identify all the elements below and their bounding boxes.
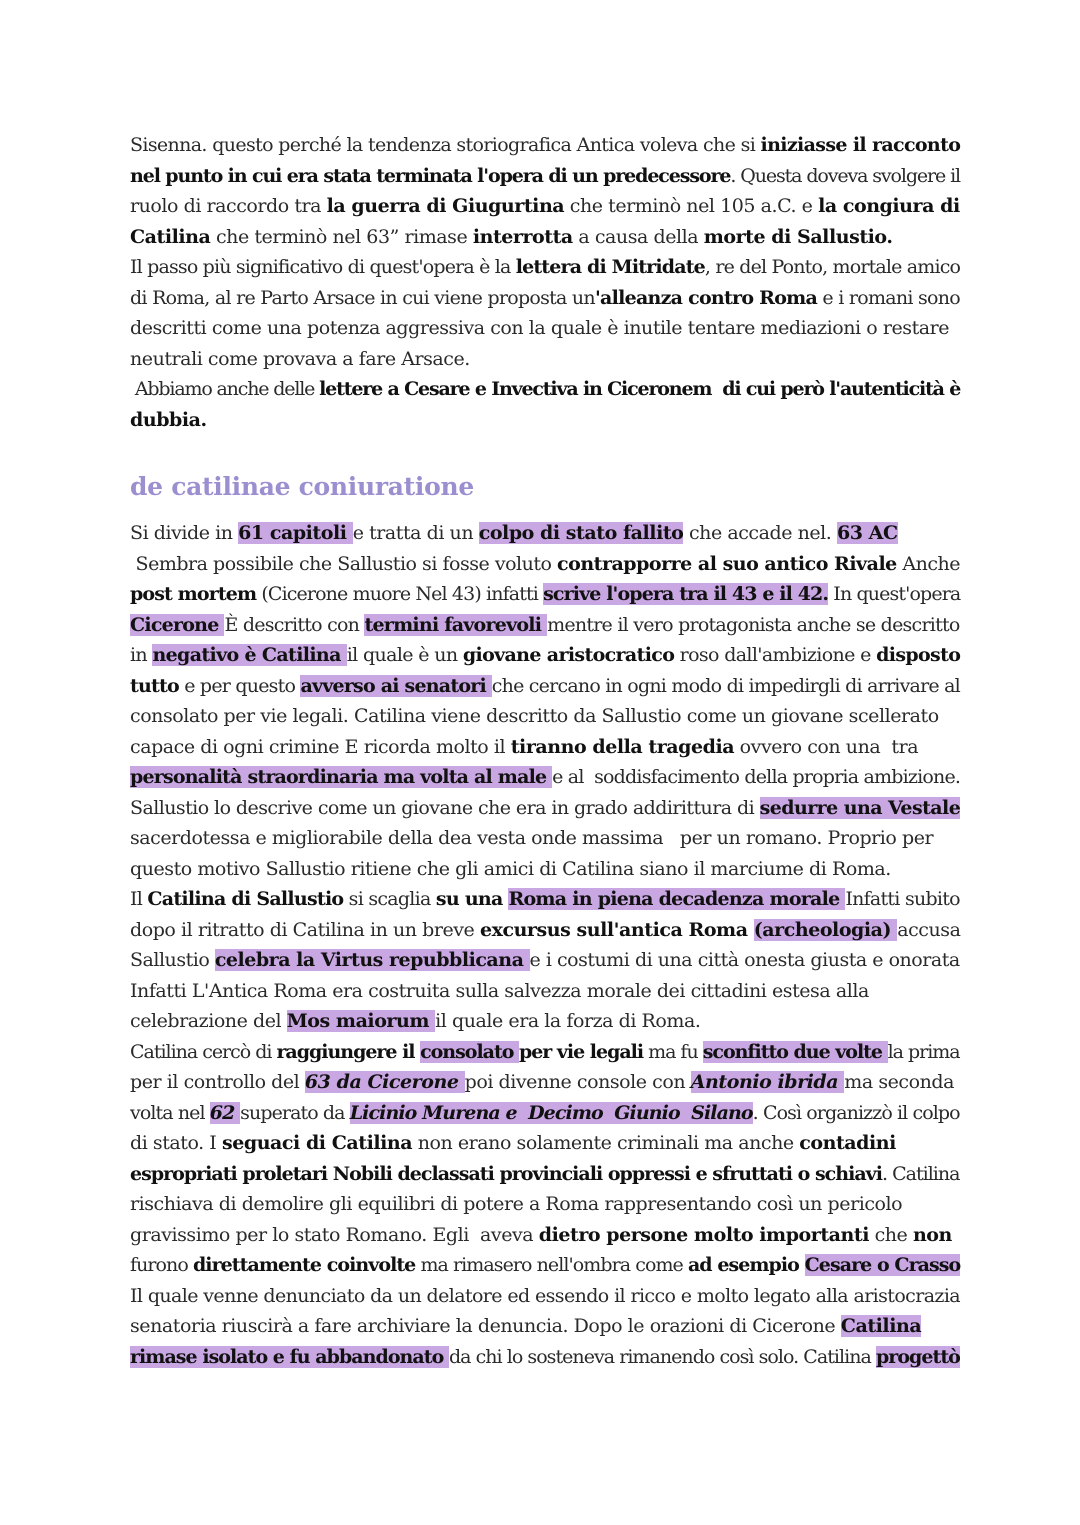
plain-text: accusa — [897, 918, 961, 941]
bold-text: ad esempio — [687, 1254, 805, 1276]
bold-text: la congiura di — [818, 195, 960, 217]
text-line — [130, 1067, 960, 1098]
text-line — [130, 671, 960, 702]
bold-text: iniziasse il racconto — [760, 134, 961, 156]
bold-text: 'alleanza contro Roma — [594, 286, 818, 309]
plain-text: che — [868, 1223, 913, 1246]
plain-text: Il — [130, 888, 148, 910]
text-line — [130, 1342, 960, 1373]
plain-text: Infatti subito — [845, 888, 960, 910]
text-line — [130, 1281, 960, 1312]
text-line — [130, 374, 960, 405]
plain-text: neutrali come provava a fare Arsace. — [130, 347, 470, 370]
text-line — [130, 579, 960, 610]
bold-text: contrapporre al suo antico Rivale — [557, 552, 897, 575]
plain-text: che terminò nel 63” rimase — [210, 225, 473, 248]
bold-text: nel punto in cui era stata terminata l'opera di un predecessore — [130, 164, 731, 187]
text-line — [130, 252, 960, 283]
plain-text: Si divide in — [130, 522, 239, 544]
plain-text: si scaglia — [343, 888, 436, 910]
plain-text: di stato. I — [130, 1132, 222, 1154]
text-line — [130, 823, 960, 854]
plain-text: Sallustio — [130, 949, 215, 971]
plain-text: la prima — [887, 1040, 960, 1063]
text-line — [130, 610, 960, 641]
plain-text: che terminò nel 105 a.C. e — [564, 195, 819, 217]
bold-text: espropriati proletari Nobili declassati provinciali oppressi e sfruttati o schiavi — [130, 1162, 882, 1185]
plain-text: e tratta di un — [352, 522, 479, 544]
text-line — [130, 549, 960, 580]
text-line — [130, 976, 960, 1007]
highlighted-italic-text: Licinio Murena e Decimo Giunio Silano — [349, 1101, 753, 1124]
bold-text: lettera di Mitridate — [515, 256, 705, 278]
highlighted-text: negativo è Catilina — [152, 644, 347, 666]
text-line — [130, 701, 960, 732]
plain-text: Anche — [896, 552, 960, 575]
plain-text: Il quale venne denunciato da un delatore ed essendo il ricco e molto legato alla aristocrazia — [130, 1284, 961, 1307]
highlighted-text: colpo di stato fallito — [478, 522, 684, 544]
plain-text: . Catilina — [881, 1162, 960, 1185]
bold-text: tutto — [130, 674, 179, 697]
text-line — [130, 640, 960, 671]
text-line — [130, 762, 960, 793]
bold-text: morte di Sallustio. — [703, 225, 893, 248]
text-line — [130, 854, 960, 885]
text-line — [130, 1311, 960, 1342]
highlighted-text: Cesare o Crasso — [804, 1254, 961, 1276]
section-body — [130, 518, 960, 1372]
highlighted-text: termini favorevoli — [364, 613, 548, 636]
plain-text: (Cicerone muore Nel 43) infatti — [256, 583, 544, 605]
text-line — [130, 915, 960, 946]
text-line — [130, 1037, 960, 1068]
highlighted-text: Cicerone — [130, 613, 225, 636]
text-line — [130, 313, 960, 344]
highlighted-text: Roma in piena decadenza morale — [508, 888, 846, 910]
plain-text: che accade nel. — [683, 522, 837, 544]
plain-text: roso dall'ambizione e — [674, 644, 877, 666]
plain-text: senatoria riuscirà a fare archiviare la denuncia. Dopo le orazioni di Cicerone — [130, 1315, 841, 1337]
bold-text: seguaci di Catilina — [221, 1132, 413, 1154]
plain-text: consolato per vie legali. Catilina viene descritto da Sallustio come un giovane scellerato — [130, 705, 939, 727]
plain-text: superato da — [240, 1101, 350, 1124]
text-line — [130, 130, 960, 161]
plain-text: rischiava di demolire gli equilibri di potere a Roma rappresentando così un pericolo — [130, 1193, 903, 1215]
plain-text: di Roma, al re Parto Arsace in cui viene proposta un — [130, 286, 595, 309]
highlighted-text: 63 AC — [836, 522, 898, 544]
text-line — [130, 405, 960, 436]
highlighted-italic-text: 63 da Cicerone — [304, 1071, 465, 1093]
highlighted-text: Mos maiorum — [286, 1010, 436, 1032]
plain-text: furono — [130, 1254, 193, 1276]
plain-text: volta nel — [130, 1101, 210, 1124]
bold-text: contadini — [799, 1132, 896, 1154]
text-line — [130, 1159, 960, 1190]
bold-text: Catilina di Sallustio — [147, 888, 344, 910]
text-line — [130, 222, 960, 253]
intro-paragraph — [130, 130, 960, 435]
plain-text: questo motivo Sallustio ritiene che gli amici di Catilina siano il marciume di Roma. — [130, 857, 891, 880]
bold-text: disposto — [876, 644, 961, 666]
highlighted-text: consolato — [420, 1040, 519, 1063]
highlighted-text: sedurre una Vestale — [759, 796, 961, 819]
plain-text: il quale era la forza di Roma. — [435, 1010, 701, 1032]
plain-text: e per questo — [178, 674, 301, 697]
text-line — [130, 283, 960, 314]
plain-text: e i costumi di una città onesta giusta e onorata — [529, 949, 960, 971]
bold-text: per vie legali — [518, 1040, 644, 1063]
plain-text: dopo il ritratto di Catilina in un breve — [130, 918, 480, 941]
bold-text: giovane aristocratico — [462, 644, 675, 666]
plain-text: Catilina cercò di — [130, 1040, 277, 1063]
plain-text: e i romani sono — [817, 286, 960, 309]
bold-text: excursus sull'antica Roma — [479, 918, 754, 941]
highlighted-text: (archeologia) — [753, 918, 898, 941]
bold-text: dietro persone molto importanti — [538, 1223, 869, 1246]
text-line — [130, 884, 960, 915]
plain-text: mentre il vero protagonista anche se descritto — [547, 613, 960, 636]
highlighted-text: celebra la Virtus repubblicana — [214, 949, 530, 971]
highlighted-italic-text: 62 — [209, 1101, 241, 1124]
text-line — [130, 1128, 960, 1159]
plain-text: ma seconda — [844, 1071, 954, 1093]
bold-text: interrotta — [472, 225, 573, 248]
highlighted-text: progettò — [875, 1345, 960, 1368]
bold-text: non — [912, 1223, 952, 1246]
text-line — [130, 1220, 960, 1251]
plain-text: per il controllo del — [130, 1071, 305, 1093]
bold-text: direttamente coinvolte — [192, 1254, 416, 1276]
plain-text: e al soddisfacimento della propria ambizione. — [552, 766, 961, 788]
plain-text: celebrazione del — [130, 1010, 287, 1032]
bold-text: post mortem — [130, 583, 257, 605]
text-line — [130, 1006, 960, 1037]
plain-text: ruolo di raccordo tra — [130, 195, 327, 217]
plain-text: Sisenna. questo perché la tendenza storiografica Antica voleva che si — [130, 134, 761, 156]
bold-text: la guerra di Giugurtina — [326, 195, 565, 217]
bold-text: Catilina — [130, 225, 211, 248]
plain-text: ma fu — [643, 1040, 703, 1063]
plain-text: a causa della — [572, 225, 704, 248]
text-line — [130, 1189, 960, 1220]
text-line — [130, 191, 960, 222]
plain-text: Abbiamo anche delle — [130, 378, 320, 400]
plain-text: poi divenne console con — [464, 1071, 691, 1093]
highlighted-text: personalità straordinaria ma volta al male — [130, 766, 553, 788]
plain-text: ovvero con una tra — [734, 735, 919, 758]
plain-text: gravissimo per lo stato Romano. Egli aveva — [130, 1223, 539, 1246]
highlighted-text: Catilina — [840, 1315, 922, 1337]
text-line — [130, 344, 960, 375]
text-line — [130, 1250, 960, 1281]
text-line — [130, 1098, 960, 1129]
text-line — [130, 518, 960, 549]
plain-text: Sallustio lo descrive come un giovane che era in grado addirittura di — [130, 796, 760, 819]
section-heading: de catilinae coniuratione — [130, 472, 474, 501]
highlighted-text: 61 capitoli — [238, 522, 353, 544]
plain-text: , re del Ponto, mortale amico — [704, 256, 961, 278]
plain-text: È descritto con — [224, 613, 365, 636]
plain-text: In quest'opera — [828, 583, 961, 605]
plain-text: in — [130, 644, 153, 666]
bold-text: lettere a Cesare e Invectiva in Ciceronem di cui però l'autenticità è — [319, 378, 961, 400]
plain-text: il quale è un — [346, 644, 463, 666]
plain-text: non erano solamente criminali ma anche — [412, 1132, 800, 1154]
plain-text: capace di ogni crimine E ricorda molto il — [130, 735, 511, 758]
text-line — [130, 945, 960, 976]
text-line — [130, 732, 960, 763]
plain-text: che cercano in ogni modo di impedirgli di arrivare al — [491, 674, 960, 697]
plain-text: sacerdotessa e migliorabile della dea vesta onde massima per un romano. Proprio per — [130, 827, 934, 849]
plain-text: . Così organizzò il colpo — [752, 1101, 960, 1124]
plain-text: ma rimasero nell'ombra come — [415, 1254, 688, 1276]
highlighted-text: rimase isolato e fu abbandonato — [130, 1345, 449, 1368]
highlighted-text: sconfitto due volte — [702, 1040, 888, 1063]
plain-text: descritti come una potenza aggressiva con la quale è inutile tentare mediazioni o restare — [130, 317, 950, 339]
text-line — [130, 161, 960, 192]
bold-text: raggiungere il — [276, 1040, 421, 1063]
bold-text: tiranno della tragedia — [510, 735, 735, 758]
highlighted-text: scrive l'opera tra il 43 e il 42. — [543, 583, 829, 605]
plain-text: . Questa doveva svolgere il — [730, 164, 961, 187]
bold-text: dubbia. — [130, 408, 207, 431]
plain-text: da chi lo sosteneva rimanendo così solo. Catilina — [448, 1345, 876, 1368]
plain-text: Infatti L'Antica Roma era costruita sulla salvezza morale dei cittadini estesa alla — [130, 979, 869, 1002]
plain-text: Sembra possibile che Sallustio si fosse voluto — [130, 552, 558, 575]
bold-text: su una — [435, 888, 509, 910]
text-line — [130, 793, 960, 824]
highlighted-italic-text: Antonio ibrida — [690, 1071, 845, 1093]
plain-text: Il passo più significativo di quest'opera è la — [130, 256, 516, 278]
highlighted-text: avverso ai senatori — [300, 674, 492, 697]
